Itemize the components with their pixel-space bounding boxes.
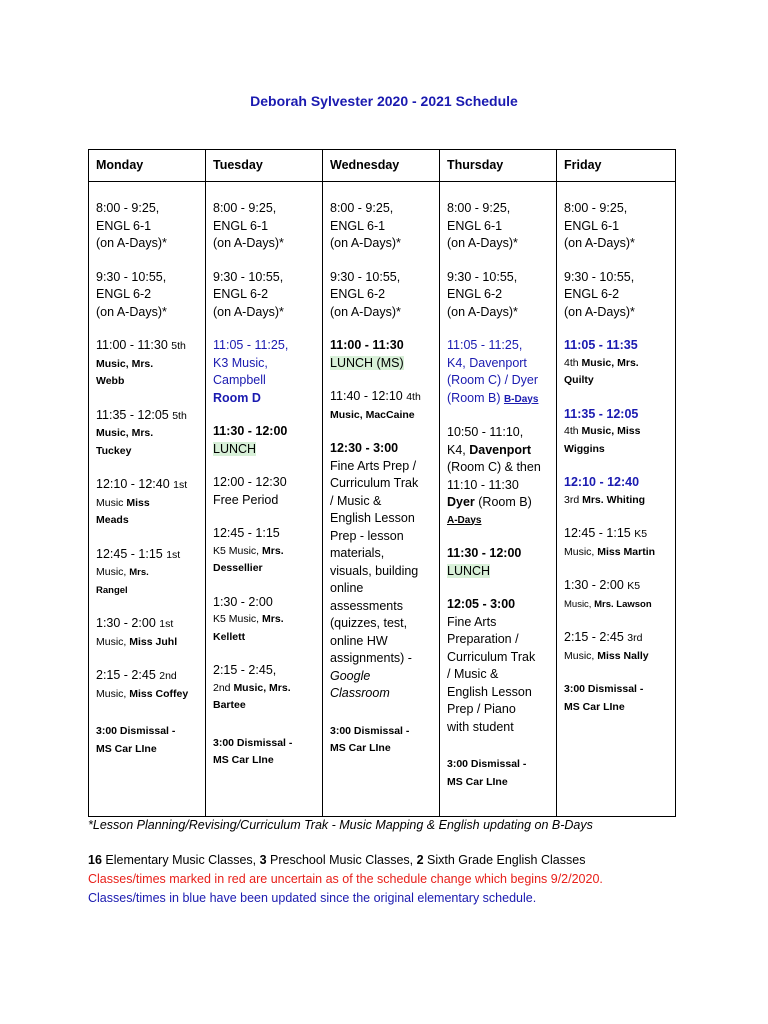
entry-engl-6-2 xyxy=(447,269,549,322)
entry-lunch-ms xyxy=(330,337,432,372)
entry-music-webb xyxy=(96,337,198,391)
entry-line: with student xyxy=(447,719,514,734)
entry-line: English Lesson xyxy=(447,684,532,699)
entry-line: Google xyxy=(330,668,371,683)
entry-line: Fine Arts Prep / xyxy=(330,458,417,473)
entry-music-maccaine xyxy=(330,388,432,424)
entry-line: 8:00 - 9:25, xyxy=(96,201,160,215)
entry-line: (on A-Days)* xyxy=(330,236,401,250)
entry-line: K5 Music, Mrs. xyxy=(213,613,284,625)
schedule-row xyxy=(89,182,676,817)
entry-music-wiggins xyxy=(564,406,668,459)
entry-engl-6-1 xyxy=(213,200,315,253)
entry-line: MS Car LIne xyxy=(330,742,391,754)
entry-line: 12:45 - 1:15 1st xyxy=(96,546,181,561)
count-elementary: 16 xyxy=(88,853,102,867)
entry-line: Music, MacCaine xyxy=(330,408,415,421)
entry-line: 11:00 - 11:30 xyxy=(330,338,404,352)
entry-line: Music, Mrs. xyxy=(96,357,154,370)
entry-engl-6-2 xyxy=(564,269,668,322)
entry-line: visuals, building xyxy=(330,563,419,578)
entry-line: 8:00 - 9:25, xyxy=(213,201,277,215)
header-row xyxy=(89,150,676,182)
entry-line: Music, Mrs. xyxy=(96,427,154,439)
entry-line: MS Car LIne xyxy=(564,700,625,713)
wednesday-cell xyxy=(323,182,440,817)
entry-music-coffey xyxy=(96,667,198,703)
entry-line: 11:05 - 11:35 xyxy=(564,338,638,352)
entry-line: 3:00 Dismissal - xyxy=(213,736,293,749)
entry-line: 12:10 - 12:40 xyxy=(564,475,640,489)
entry-line: 12:30 - 3:00 xyxy=(330,441,399,455)
footnote-lesson-planning: *Lesson Planning/Revising/Curriculum Trak - Music Mapping & English updating on B-Days xyxy=(88,818,593,832)
entry-dismissal xyxy=(447,756,549,791)
count-english: 2 xyxy=(416,853,424,867)
header-friday: Friday xyxy=(557,150,676,182)
entry-line: Meads xyxy=(96,514,129,526)
entry-line: 3:00 Dismissal - xyxy=(564,683,644,695)
entry-engl-6-2 xyxy=(330,269,432,322)
monday-cell xyxy=(89,182,206,817)
entry-line: K5 Music, Mrs. xyxy=(213,544,284,557)
entry-dismissal xyxy=(96,723,198,758)
entry-line: (Room B) B-Days xyxy=(447,390,539,405)
entry-line: (Room C) & then xyxy=(447,460,541,474)
entry-line: Bartee xyxy=(213,699,246,711)
entry-line: 11:30 - 12:00 xyxy=(213,424,288,438)
page-title: Deborah Sylvester 2020 - 2021 Schedule xyxy=(250,93,518,109)
entry-lunch xyxy=(447,545,549,580)
entry-line: 9:30 - 10:55, xyxy=(447,269,518,284)
entry-line: 11:00 - 11:30 5th xyxy=(96,338,186,352)
entry-k5-music-kellett xyxy=(213,594,315,647)
entry-line: 4th Music, Miss xyxy=(564,425,641,437)
entry-line: Campbell xyxy=(213,373,266,387)
entry-line: online HW xyxy=(330,633,388,648)
entry-line: 9:30 - 10:55, xyxy=(213,269,284,284)
entry-line: K4, Davenport xyxy=(447,355,527,370)
entry-line: Tuckey xyxy=(96,444,132,457)
entry-music-nally xyxy=(564,629,668,665)
entry-line: 8:00 - 9:25, xyxy=(564,201,628,215)
entry-line: 4th Music, Mrs. xyxy=(564,356,639,369)
entry-line: A-Days xyxy=(447,514,482,526)
entry-line: 9:30 - 10:55, xyxy=(96,269,167,284)
entry-k5-music-dessellier xyxy=(213,525,315,578)
entry-line: 12:05 - 3:00 xyxy=(447,597,516,611)
entry-line: Music, Mrs. xyxy=(96,566,149,578)
footnote-red-legend: Classes/times marked in red are uncertain as of the schedule change which begins 9/2/2020. xyxy=(88,872,603,886)
count-label: Sixth Grade English Classes xyxy=(423,853,586,867)
entry-engl-6-2 xyxy=(213,269,315,322)
entry-line: Free Period xyxy=(213,492,279,507)
entry-line: MS Car LIne xyxy=(213,754,274,766)
entry-line: 2:15 - 2:45, xyxy=(213,663,277,677)
entry-line: / Music & xyxy=(330,493,382,508)
entry-fine-arts-prep xyxy=(447,596,549,736)
entry-line: MS Car LIne xyxy=(447,775,508,788)
entry-line: LUNCH xyxy=(213,441,257,456)
entry-line: English Lesson xyxy=(330,511,415,525)
entry-line: 11:05 - 11:25, xyxy=(447,338,523,352)
entry-line: 3rd Mrs. Whiting xyxy=(564,493,646,506)
entry-line: Webb xyxy=(96,375,125,387)
footnote-blue-legend: Classes/times in blue have been updated since the original elementary schedule. xyxy=(88,891,537,905)
entry-line: 11:05 - 11:25, xyxy=(213,338,289,352)
entry-line: ENGL 6-2 xyxy=(447,287,503,301)
entry-line: (on A-Days)* xyxy=(213,304,284,319)
entry-line: (on A-Days)* xyxy=(564,304,635,319)
entry-line: (on A-Days)* xyxy=(447,304,518,319)
entry-line: ENGL 6-1 xyxy=(564,218,620,233)
entry-line: assignments) - xyxy=(330,651,412,665)
entry-engl-6-1 xyxy=(330,200,432,253)
entry-line: 1:30 - 2:00 xyxy=(213,594,273,609)
count-preschool: 3 xyxy=(259,853,267,867)
entry-line: Music, Mrs. Lawson xyxy=(564,598,652,610)
entry-engl-6-1 xyxy=(96,200,198,253)
entry-lunch xyxy=(213,423,315,458)
entry-music-lawson xyxy=(564,577,668,613)
entry-music-juhl xyxy=(96,615,198,651)
entry-dismissal xyxy=(564,681,668,716)
entry-line: / Music & xyxy=(447,667,499,681)
entry-line: 3:00 Dismissal - xyxy=(96,725,176,737)
entry-music-rangel xyxy=(96,546,198,600)
header-thursday: Thursday xyxy=(440,150,557,182)
count-label: Preschool Music Classes, xyxy=(266,853,417,867)
entry-line: 3:00 Dismissal - xyxy=(330,724,410,737)
entry-line: ENGL 6-1 xyxy=(96,218,152,233)
entry-line: 12:45 - 1:15 xyxy=(213,526,280,540)
thursday-cell xyxy=(440,182,557,817)
entry-line: ENGL 6-1 xyxy=(330,218,386,233)
entry-line: Rangel xyxy=(96,584,128,596)
header-tuesday: Tuesday xyxy=(206,150,323,182)
entry-line: LUNCH xyxy=(447,563,491,578)
header-monday: Monday xyxy=(89,150,206,182)
entry-line: Dyer (Room B) xyxy=(447,495,532,509)
entry-line: Prep - lesson xyxy=(330,528,404,543)
entry-line: (on A-Days)* xyxy=(564,236,635,250)
entry-line: Preparation / xyxy=(447,632,519,646)
entry-line: Curriculum Trak xyxy=(447,649,536,664)
entry-line: 2:15 - 2:45 3rd xyxy=(564,630,643,644)
entry-line: ENGL 6-2 xyxy=(564,287,620,301)
entry-engl-6-2 xyxy=(96,269,198,322)
entry-line: ENGL 6-1 xyxy=(447,218,503,233)
entry-line: 11:40 - 12:10 4th xyxy=(330,389,421,403)
entry-line: (on A-Days)* xyxy=(96,236,167,250)
entry-line: online xyxy=(330,581,364,595)
entry-line: Wiggins xyxy=(564,442,605,455)
entry-line: ENGL 6-2 xyxy=(96,287,152,301)
entry-line: 1:30 - 2:00 K5 xyxy=(564,578,641,592)
entry-line: Quilty xyxy=(564,374,594,386)
entry-line: (on A-Days)* xyxy=(447,236,518,250)
entry-k4-b-days xyxy=(447,337,549,408)
entry-line: (Room C) / Dyer xyxy=(447,373,538,387)
entry-line: 2nd Music, Mrs. xyxy=(213,681,291,694)
footnote-class-counts xyxy=(88,853,585,867)
entry-line: (quizzes, test, xyxy=(330,616,408,630)
entry-dismissal xyxy=(213,735,315,770)
entry-line: (on A-Days)* xyxy=(96,304,167,319)
entry-line: 2:15 - 2:45 2nd xyxy=(96,668,177,682)
entry-line: 8:00 - 9:25, xyxy=(447,201,511,215)
entry-music-bartee xyxy=(213,662,315,715)
entry-music-tuckey xyxy=(96,407,198,461)
entry-line: K3 Music, xyxy=(213,355,268,370)
schedule-table xyxy=(88,149,676,817)
entry-line: 9:30 - 10:55, xyxy=(564,269,635,284)
entry-line: Room D xyxy=(213,390,261,405)
entry-line: 11:35 - 12:05 5th xyxy=(96,407,187,422)
entry-line: (on A-Days)* xyxy=(330,304,401,319)
entry-line: MS Car LIne xyxy=(96,742,157,755)
entry-mrs-whiting xyxy=(564,474,668,509)
entry-music-meads xyxy=(96,476,198,530)
entry-engl-6-1 xyxy=(564,200,668,253)
entry-line: 11:30 - 12:00 xyxy=(447,546,522,560)
entry-k3-music-campbell xyxy=(213,337,315,407)
entry-line: 10:50 - 11:10, xyxy=(447,425,524,439)
entry-line: 12:00 - 12:30 xyxy=(213,475,287,489)
count-label: Elementary Music Classes, xyxy=(101,853,260,867)
friday-cell xyxy=(557,182,676,817)
entry-music-martin xyxy=(564,525,668,561)
entry-k4-a-days xyxy=(447,424,549,529)
entry-line: Music, Miss Juhl xyxy=(96,635,178,648)
entry-fine-arts-prep xyxy=(330,440,432,703)
entry-line: 8:00 - 9:25, xyxy=(330,201,394,215)
entry-line: 12:45 - 1:15 K5 xyxy=(564,526,648,540)
entry-engl-6-1 xyxy=(447,200,549,253)
entry-line: K4, Davenport xyxy=(447,442,532,457)
entry-line: Music, Miss Martin xyxy=(564,545,656,558)
entry-line: ENGL 6-2 xyxy=(330,287,386,301)
entry-line: LUNCH (MS) xyxy=(330,355,404,370)
entry-line: Music Miss xyxy=(96,496,150,509)
entry-line: Prep / Piano xyxy=(447,702,516,716)
header-wednesday: Wednesday xyxy=(323,150,440,182)
tuesday-cell xyxy=(206,182,323,817)
entry-line: 12:10 - 12:40 1st xyxy=(96,477,188,491)
entry-dismissal xyxy=(330,723,432,758)
entry-free-period xyxy=(213,474,315,509)
entry-music-quilty xyxy=(564,337,668,390)
entry-line: Curriculum Trak xyxy=(330,476,419,490)
entry-line: ENGL 6-2 xyxy=(213,287,269,301)
entry-line: Classroom xyxy=(330,686,390,700)
entry-line: 11:10 - 11:30 xyxy=(447,477,519,492)
entry-line: 11:35 - 12:05 xyxy=(564,406,639,421)
entry-line: Kellett xyxy=(213,630,246,643)
entry-line: 3:00 Dismissal - xyxy=(447,758,527,770)
entry-line: 1:30 - 2:00 1st xyxy=(96,616,174,630)
entry-line: ENGL 6-1 xyxy=(213,218,269,233)
entry-line: Music, Miss Nally xyxy=(564,649,649,662)
entry-line: Music, Miss Coffey xyxy=(96,687,189,700)
entry-line: (on A-Days)* xyxy=(213,236,284,250)
entry-line: Dessellier xyxy=(213,562,263,574)
entry-line: materials, xyxy=(330,546,385,560)
entry-line: Fine Arts xyxy=(447,614,497,629)
entry-line: 9:30 - 10:55, xyxy=(330,269,401,284)
entry-line: assessments xyxy=(330,598,403,613)
